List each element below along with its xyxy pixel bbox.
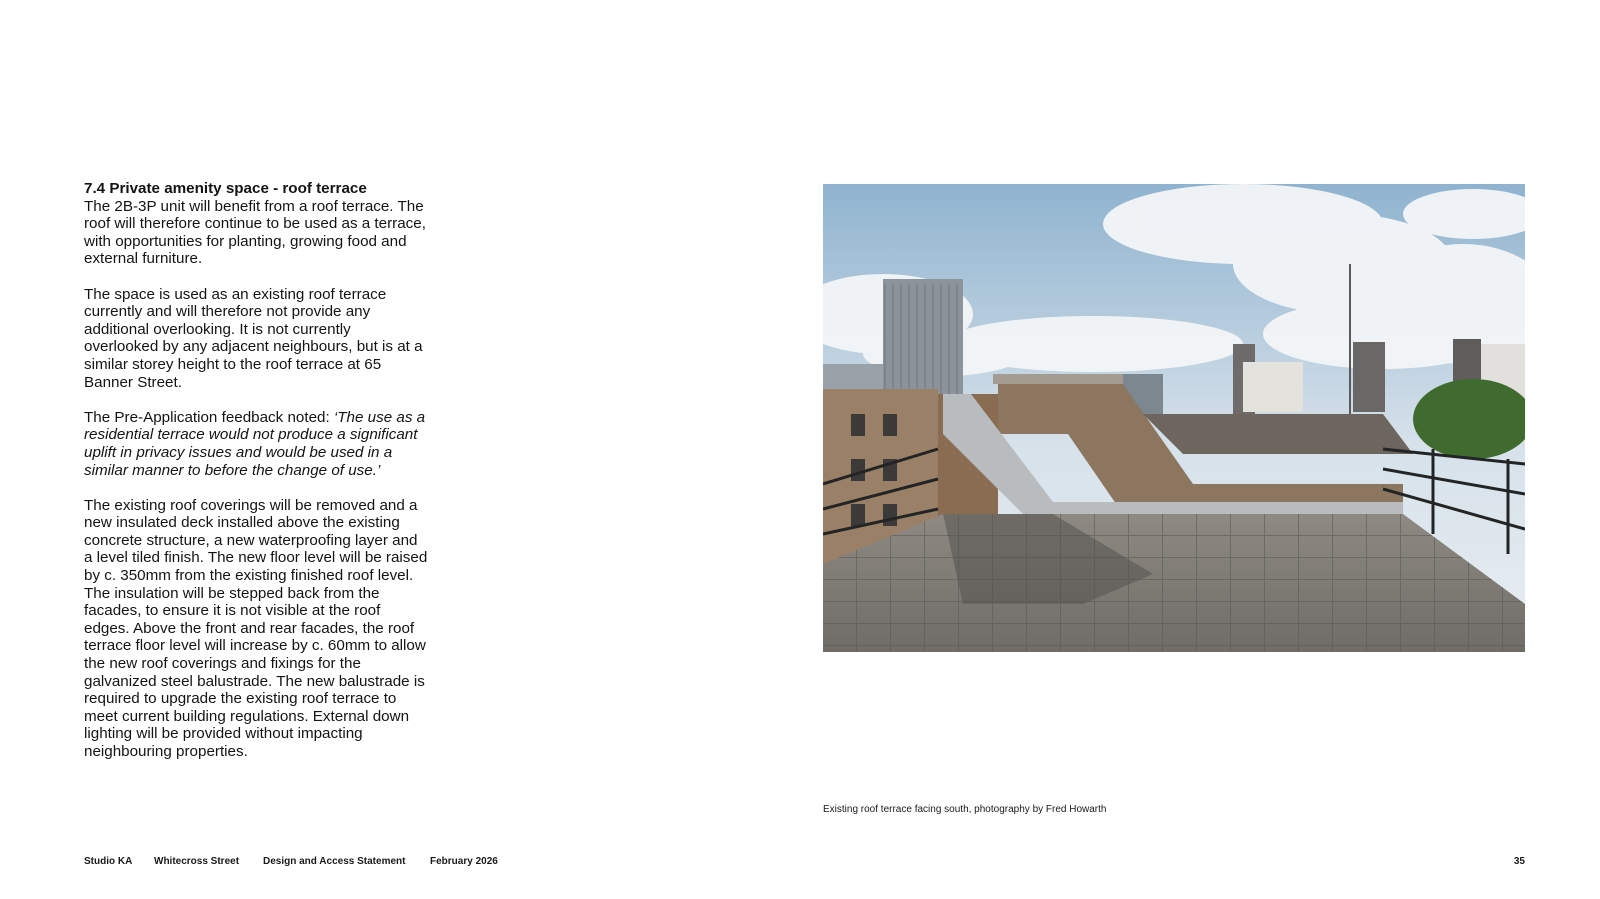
- footer-date: February 2026: [430, 856, 498, 867]
- footer-studio: Studio KA: [84, 856, 133, 867]
- photo-caption: Existing roof terrace facing south, photography by Fred Howarth: [823, 804, 1107, 815]
- paragraph-3-intro: The Pre-Application feedback noted:: [84, 408, 334, 426]
- section-heading: 7.4 Private amenity space - roof terrace: [84, 180, 367, 197]
- footer-project: Whitecross Street: [154, 856, 240, 867]
- paragraph-4: The existing roof coverings will be removed and a new insulated deck installed above the existing concrete structure, a new waterproofing layer and a level tiled finish. The new floor level will be raised by c. 350mm from the existing finished roof level. The insulation will be stepped back from the facades, to ensure it is not visible at the roof edges. Above the front and rear facades, the roof terrace floor level will increase by c. 60mm to allow the new roof coverings and fixings for the galvanized steel balustrade. The new balustrade is required to upgrade the existing roof terrace to meet current building regulations. External down lighting will be provided without impacting neighbouring properties.: [84, 496, 428, 760]
- page-number: 35: [1513, 856, 1525, 867]
- roof-terrace-photo: [823, 184, 1525, 652]
- body-text-column: [84, 180, 429, 778]
- paragraph-3: [84, 409, 429, 479]
- paragraph-1: [84, 180, 429, 268]
- pre-application-quote: ‘The use as a residential terrace would not produce a significant uplift in privacy issues and would be used in a similar manner to before the change of use.’: [84, 408, 426, 479]
- roof-terrace-illustration: [823, 184, 1525, 652]
- footer-document: Design and Access Statement: [263, 856, 406, 867]
- paragraph-2: The space is used as an existing roof terrace currently and will therefore not provide any additional overlooking. It is not currently overlooked by any adjacent neighbours, but is at a similar storey height to the roof terrace at 65 Banner Street.: [84, 285, 423, 391]
- paragraph-1-text: The 2B-3P unit will benefit from a roof terrace. The roof will therefore continue to be used as a terrace, with opportunities for planting, growing food and external furniture.: [84, 197, 426, 268]
